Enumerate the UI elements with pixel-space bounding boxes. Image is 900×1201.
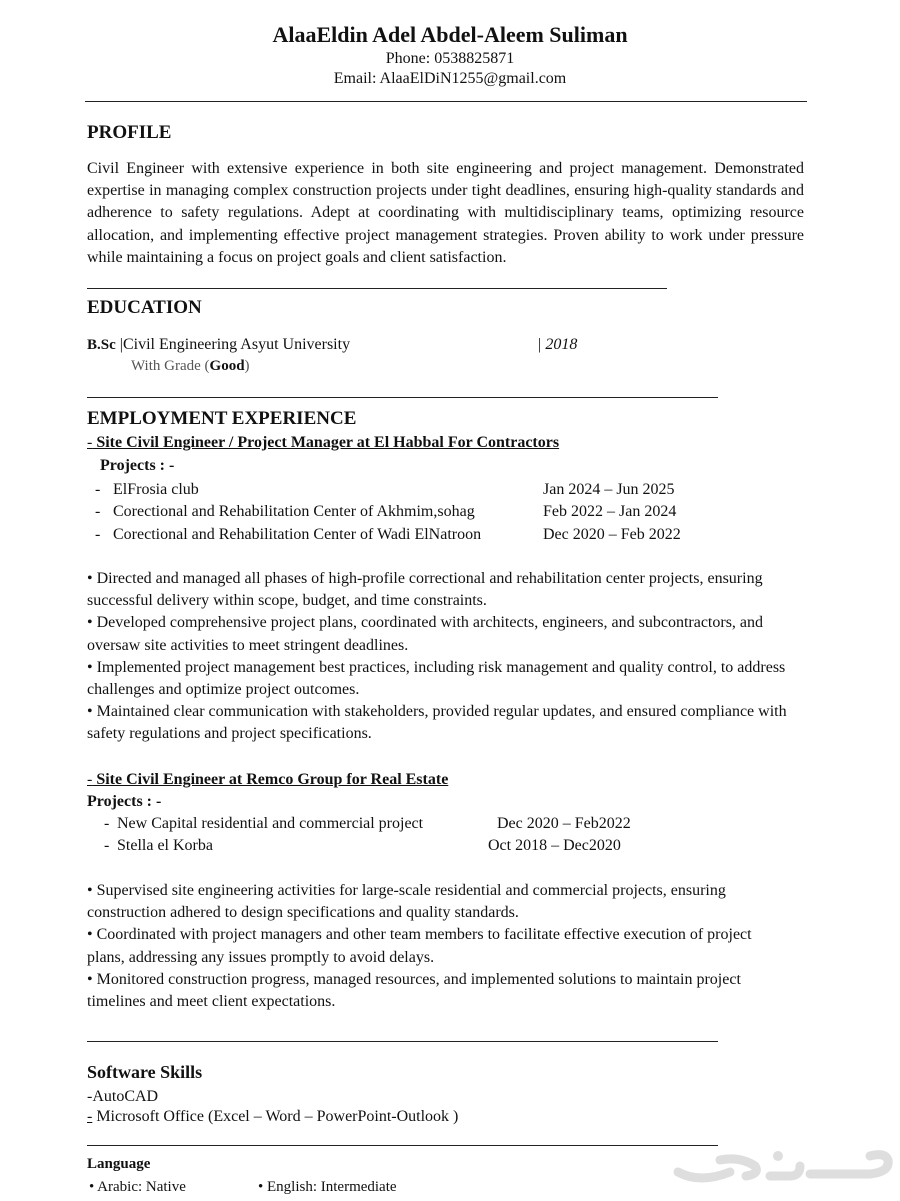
responsibility-item: • Monitored construction progress, managed resources, and implemented solutions to maintain project timelines and meet client expectations. xyxy=(87,970,741,1011)
degree-separator: | xyxy=(119,336,123,353)
software-item: -AutoCAD xyxy=(87,1088,159,1105)
job-dash: - xyxy=(87,771,93,788)
project-dates: Oct 2018 – Dec2020 xyxy=(488,837,621,854)
grade-value: Good xyxy=(209,358,245,374)
project-dates: Jan 2024 – Jun 2025 xyxy=(543,481,675,498)
project-name: New Capital residential and commercial project xyxy=(117,815,424,832)
software-dash: - xyxy=(87,1108,93,1125)
email: Email: AlaaElDiN1255@gmail.com xyxy=(333,70,567,87)
project-dash: - xyxy=(95,526,101,543)
job-title-text: Site Civil Engineer at Remco Group for Real Estate xyxy=(92,771,449,788)
job-dash: - xyxy=(87,434,93,451)
projects-label: Projects : - xyxy=(87,793,162,810)
software-item: Microsoft Office (Excel – Word – PowerPoint-Outlook ) xyxy=(96,1108,459,1125)
candidate-name: AlaaEldin Adel Abdel-Aleem Suliman xyxy=(272,22,628,47)
project-dash: - xyxy=(104,837,110,854)
phone: Phone: 0538825871 xyxy=(385,50,515,67)
header-divider xyxy=(85,101,807,102)
employment-heading: EMPLOYMENT EXPERIENCE xyxy=(87,408,357,429)
responsibility-item: • Maintained clear communication with stakeholders, provided regular updates, and ensured compliance with safety regulations and project specifications. xyxy=(87,703,787,743)
education-degree-line xyxy=(87,336,350,354)
year-separator: | xyxy=(537,336,542,353)
project-dates: Dec 2020 – Feb 2022 xyxy=(543,526,681,543)
software-heading: Software Skills xyxy=(87,1062,203,1082)
project-dash: - xyxy=(95,503,101,520)
grade-prefix: With Grade ( xyxy=(131,358,210,374)
job-title xyxy=(87,771,448,789)
profile-divider xyxy=(87,288,667,289)
profile-heading: PROFILE xyxy=(87,122,172,143)
degree: B.Sc xyxy=(87,337,116,353)
responsibility-item: • Developed comprehensive project plans, coordinated with architects, engineers, and subcontractors, and oversaw site activities to meet stringent deadlines. xyxy=(87,614,764,654)
program: Civil Engineering Asyut University xyxy=(122,336,351,353)
projects-label: Projects : - xyxy=(100,457,175,474)
software-item-line xyxy=(87,1108,458,1126)
responsibility-item: • Directed and managed all phases of high-profile correctional and rehabilitation center projects, ensuring successful delivery within scope, budget, and time constraints. xyxy=(87,570,763,610)
education-grade xyxy=(131,358,250,375)
project-dates: Feb 2022 – Jan 2024 xyxy=(543,503,677,520)
project-name: Stella el Korba xyxy=(117,837,213,854)
language-item: • Arabic: Native xyxy=(89,1179,186,1195)
job-responsibilities xyxy=(87,880,787,1013)
language-item: • English: Intermediate xyxy=(258,1179,397,1195)
project-dash: - xyxy=(104,815,110,832)
education-divider xyxy=(87,397,718,398)
education-heading: EDUCATION xyxy=(87,297,202,318)
project-name: ElFrosia club xyxy=(113,481,199,498)
profile-text: Civil Engineer with extensive experience in both site engineering and project management. Demonstrated expertise in managing complex construction projects under tight deadlines, ensuring high-quality standards and adherence to safety regulations. Adept at coordinating with multidisciplinary teams, optimizing resource allocation, and implementing effective project management strategies. Proven ability to work under pressure while maintaining a focus on project goals and client satisfaction. xyxy=(87,160,804,266)
project-name: Corectional and Rehabilitation Center of Akhmim,sohag xyxy=(113,503,475,520)
responsibility-item: • Coordinated with project managers and other team members to facilitate effective execution of project plans, addressing any issues promptly to avoid delays. xyxy=(87,926,752,966)
project-dash: - xyxy=(95,481,101,498)
employment-divider xyxy=(87,1041,718,1042)
grade-suffix: ) xyxy=(244,358,250,374)
project-name: Corectional and Rehabilitation Center of Wadi ElNatroon xyxy=(113,526,482,543)
responsibility-item: • Supervised site engineering activities for large-scale residential and commercial projects, ensuring construction adhered to design specifications and quality standards. xyxy=(87,882,726,922)
graduation-year: 2018 xyxy=(545,336,578,353)
project-dates: Dec 2020 – Feb2022 xyxy=(497,815,631,832)
language-heading: Language xyxy=(87,1156,151,1172)
responsibility-item: • Implemented project management best practices, including risk management and quality control, to address challenges and optimize project outcomes. xyxy=(87,658,786,699)
job-title xyxy=(87,434,559,452)
software-divider xyxy=(87,1145,718,1146)
education-year xyxy=(537,336,577,354)
haraj-watermark-logo xyxy=(660,1142,900,1192)
job-responsibilities xyxy=(87,568,807,746)
job-title-text: Site Civil Engineer / Project Manager at El Habbal For Contractors xyxy=(92,434,560,451)
